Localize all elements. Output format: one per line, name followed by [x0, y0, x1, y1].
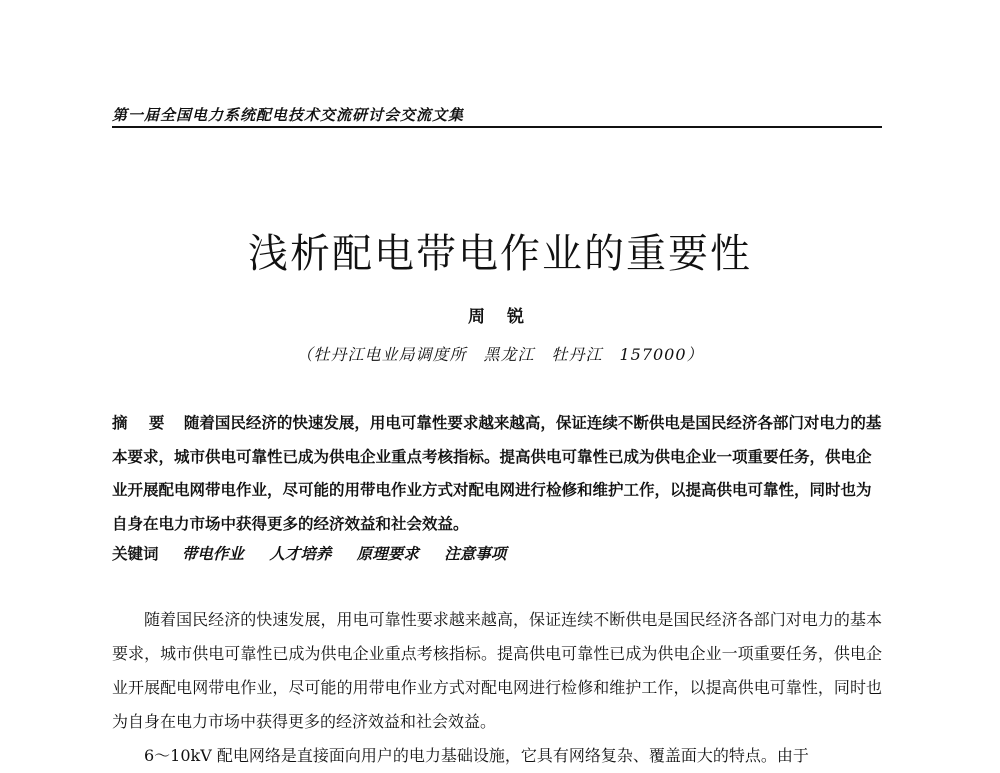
keyword: 原理要求: [356, 544, 419, 563]
body-text: [112, 603, 882, 773]
header-rule: [112, 126, 882, 128]
paper-title: 浅析配电带电作业的重要性: [248, 231, 752, 277]
abstract-text: 随着国民经济的快速发展，用电可靠性要求越来越高，保证连续不断供电是国民经济各部门对电力的基本要求，城市供电可靠性已成为供电企业重点考核指标。提高供电可靠性已成为供电企业一项重要任务，供电企业开展配电网带电作业，尽可能的用带电作业方式对配电网进行检修和维护工作，以提高供电可靠性，同时也为自身在电力市场中获得更多的经济效益和社会效益。: [112, 413, 882, 533]
keyword: 人才培养: [269, 544, 332, 563]
keywords: [112, 542, 882, 564]
keyword: 带电作业: [181, 544, 244, 563]
author-name: 周 锐: [468, 307, 532, 327]
author-affiliation: （牡丹江电业局调度所 黑龙江 牡丹江 157000）: [296, 345, 704, 364]
abstract-label: 摘 要: [112, 413, 173, 432]
running-header: 第一届全国电力系统配电技术交流研讨会交流文集: [112, 106, 465, 124]
body-paragraph: 6～10kV 配电网络是直接面向用户的电力基础设施，它具有网络复杂、覆盖面大的特点。由于: [144, 746, 809, 765]
keywords-label: 关键词: [112, 544, 159, 563]
body-paragraph: 随着国民经济的快速发展，用电可靠性要求越来越高，保证连续不断供电是国民经济各部门对电力的基本要求，城市供电可靠性已成为供电企业重点考核指标。提高供电可靠性已成为供电企业一项重要任务，供电企业开展配电网带电作业，尽可能的用带电作业方式对配电网进行检修和维护工作，以提高供电可靠性，同时也为自身在电力市场中获得更多的经济效益和社会效益。: [112, 610, 882, 731]
abstract: [112, 406, 882, 540]
keyword: 注意事项: [444, 544, 507, 563]
